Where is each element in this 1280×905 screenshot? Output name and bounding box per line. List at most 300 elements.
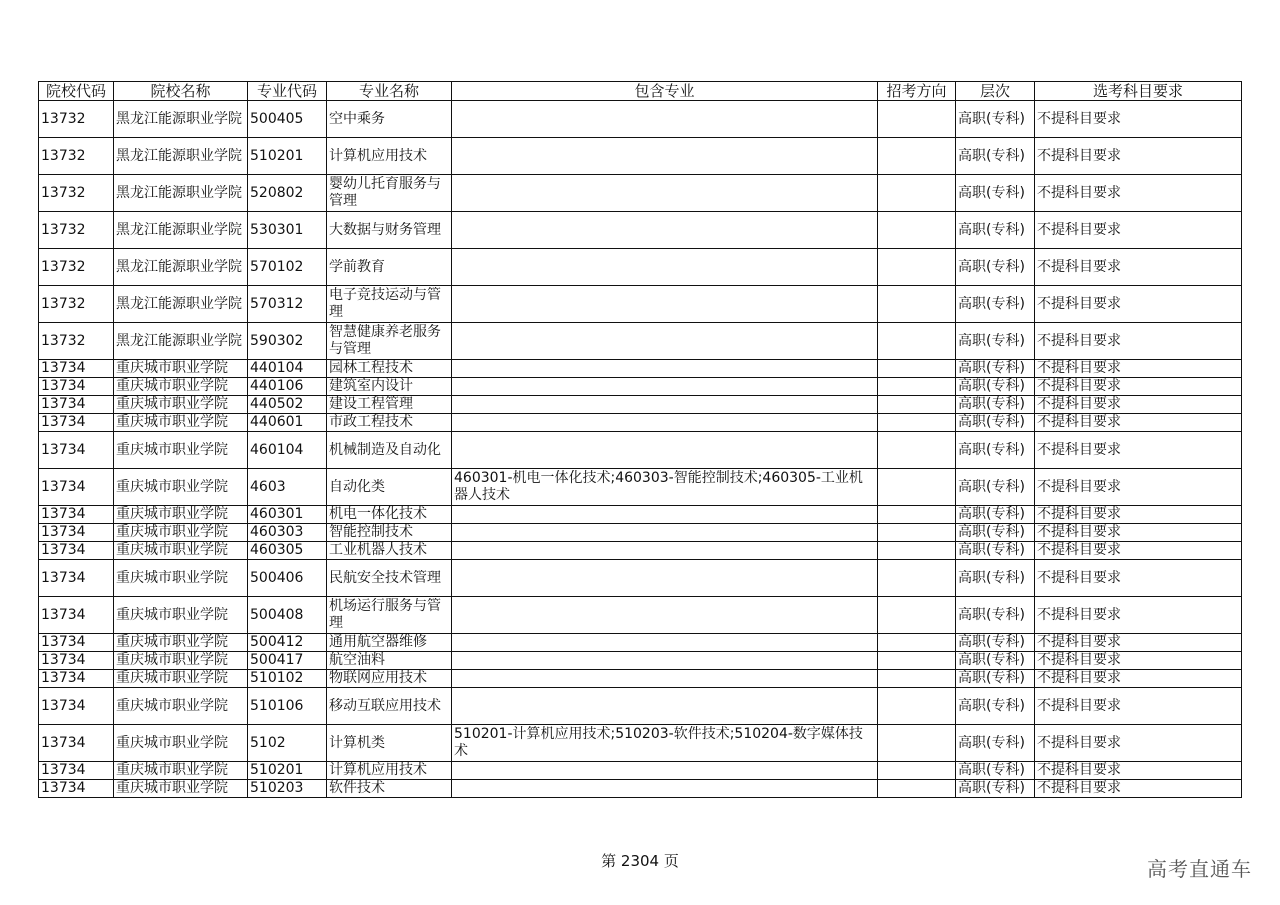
- cell-major-name-text: 机场运行服务与管理: [329, 598, 441, 631]
- cell-school-name-text: 重庆城市职业学院: [116, 378, 228, 394]
- cell-school-code: [39, 780, 114, 798]
- cell-school-name: [114, 597, 248, 634]
- cell-school-code-text: 13732: [41, 295, 86, 312]
- cell-major-name-text: 建筑室内设计: [329, 378, 413, 394]
- cell-level-text: 高职(专科): [958, 569, 1025, 586]
- cell-subject-requirement-text: 不提科目要求: [1037, 147, 1121, 164]
- cell-direction: [878, 414, 956, 432]
- cell-major-name-text: 计算机应用技术: [329, 147, 427, 164]
- cell-subject-requirement: [1035, 360, 1242, 378]
- cell-school-code-text: 13734: [41, 606, 86, 623]
- cell-school-code-text: 13734: [41, 652, 86, 668]
- cell-subject-requirement: [1035, 378, 1242, 396]
- cell-subject-requirement: [1035, 780, 1242, 798]
- cell-school-name-text: 重庆城市职业学院: [116, 734, 228, 751]
- cell-level-text: 高职(专科): [958, 634, 1025, 650]
- cell-major-code-text: 5102: [250, 734, 286, 751]
- cell-level: [956, 101, 1035, 138]
- cell-major-code: [248, 469, 327, 506]
- table-row: [39, 249, 1242, 286]
- header-major-code: 专业代码: [248, 82, 327, 101]
- cell-direction: [878, 286, 956, 323]
- cell-school-code: [39, 597, 114, 634]
- cell-school-code-text: 13734: [41, 524, 86, 540]
- cell-school-name: [114, 524, 248, 542]
- cell-subject-requirement-text: 不提科目要求: [1037, 478, 1121, 495]
- cell-school-name: [114, 414, 248, 432]
- cell-major-name-text: 学前教育: [329, 258, 385, 275]
- cell-school-name-text: 重庆城市职业学院: [116, 762, 228, 778]
- cell-school-name-text: 重庆城市职业学院: [116, 360, 228, 376]
- cell-level: [956, 725, 1035, 762]
- cell-major-name: [327, 378, 452, 396]
- cell-level-text: 高职(专科): [958, 734, 1025, 751]
- cell-school-code-text: 13734: [41, 360, 86, 376]
- cell-subject-requirement-text: 不提科目要求: [1037, 396, 1121, 412]
- cell-major-code: [248, 249, 327, 286]
- cell-major-code: [248, 101, 327, 138]
- cell-subject-requirement-text: 不提科目要求: [1037, 378, 1121, 394]
- header-level: 层次: [956, 82, 1035, 101]
- cell-subject-requirement: [1035, 652, 1242, 670]
- cell-school-name: [114, 323, 248, 360]
- cell-major-name-text: 通用航空器维修: [329, 634, 427, 650]
- cell-school-code: [39, 542, 114, 560]
- table-row: [39, 670, 1242, 688]
- cell-subject-requirement: [1035, 560, 1242, 597]
- cell-major-code-text: 440502: [250, 396, 304, 412]
- cell-subject-requirement: [1035, 414, 1242, 432]
- cell-subject-requirement: [1035, 506, 1242, 524]
- header-included-majors: 包含专业: [452, 82, 878, 101]
- cell-subject-requirement-text: 不提科目要求: [1037, 697, 1121, 714]
- cell-major-code: [248, 762, 327, 780]
- cell-included-majors: [452, 542, 878, 560]
- cell-major-name-text: 物联网应用技术: [329, 670, 427, 686]
- cell-major-name-text: 大数据与财务管理: [329, 221, 441, 238]
- cell-major-code-text: 500412: [250, 634, 304, 650]
- cell-major-name-text: 民航安全技术管理: [329, 569, 441, 586]
- cell-school-name-text: 重庆城市职业学院: [116, 652, 228, 668]
- cell-direction: [878, 560, 956, 597]
- cell-included-majors: [452, 323, 878, 360]
- table-row: [39, 688, 1242, 725]
- table-row: [39, 634, 1242, 652]
- header-school-code: 院校代码: [39, 82, 114, 101]
- cell-subject-requirement: [1035, 597, 1242, 634]
- cell-subject-requirement-text: 不提科目要求: [1037, 258, 1121, 275]
- cell-direction: [878, 688, 956, 725]
- cell-school-name: [114, 634, 248, 652]
- cell-major-code-text: 510201: [250, 762, 304, 778]
- cell-major-name: [327, 542, 452, 560]
- cell-level: [956, 286, 1035, 323]
- cell-school-name: [114, 688, 248, 725]
- cell-major-code-text: 460305: [250, 542, 304, 558]
- cell-school-name-text: 黑龙江能源职业学院: [116, 295, 242, 312]
- cell-major-code: [248, 175, 327, 212]
- cell-included-majors: [452, 175, 878, 212]
- cell-school-code-text: 13734: [41, 441, 86, 458]
- cell-major-name: [327, 560, 452, 597]
- cell-major-code-text: 570102: [250, 258, 304, 275]
- cell-major-name: [327, 725, 452, 762]
- cell-school-code-text: 13732: [41, 147, 86, 164]
- cell-major-code-text: 460303: [250, 524, 304, 540]
- table-row: [39, 725, 1242, 762]
- cell-major-code: [248, 212, 327, 249]
- cell-included-majors: [452, 780, 878, 798]
- cell-subject-requirement: [1035, 175, 1242, 212]
- cell-school-code-text: 13732: [41, 184, 86, 201]
- table-body: [39, 101, 1242, 798]
- cell-school-code-text: 13734: [41, 378, 86, 394]
- cell-level-text: 高职(专科): [958, 258, 1025, 275]
- cell-school-code: [39, 762, 114, 780]
- cell-school-code-text: 13732: [41, 110, 86, 127]
- cell-major-code: [248, 725, 327, 762]
- cell-major-name-text: 建设工程管理: [329, 396, 413, 412]
- cell-major-code: [248, 670, 327, 688]
- cell-subject-requirement-text: 不提科目要求: [1037, 652, 1121, 668]
- cell-level-text: 高职(专科): [958, 762, 1025, 778]
- table-row: [39, 101, 1242, 138]
- cell-level: [956, 378, 1035, 396]
- cell-major-name-text: 婴幼儿托育服务与管理: [329, 176, 441, 209]
- cell-direction: [878, 762, 956, 780]
- admission-subject-table: [38, 81, 1242, 798]
- cell-included-majors: [452, 249, 878, 286]
- cell-major-code: [248, 780, 327, 798]
- cell-major-name-text: 工业机器人技术: [329, 542, 427, 558]
- cell-subject-requirement-text: 不提科目要求: [1037, 184, 1121, 201]
- cell-subject-requirement: [1035, 286, 1242, 323]
- cell-included-majors: [452, 101, 878, 138]
- cell-major-code-text: 570312: [250, 295, 304, 312]
- cell-school-code: [39, 634, 114, 652]
- cell-level-text: 高职(专科): [958, 506, 1025, 522]
- table-row: [39, 212, 1242, 249]
- cell-major-name-text: 计算机应用技术: [329, 762, 427, 778]
- cell-level: [956, 506, 1035, 524]
- cell-level: [956, 323, 1035, 360]
- cell-school-name-text: 重庆城市职业学院: [116, 441, 228, 458]
- header-row: [39, 82, 1242, 101]
- watermark: 高考直通车: [1147, 857, 1252, 881]
- cell-school-name-text: 黑龙江能源职业学院: [116, 110, 242, 127]
- cell-included-majors: [452, 414, 878, 432]
- cell-included-majors: [452, 378, 878, 396]
- cell-school-code: [39, 506, 114, 524]
- cell-direction: [878, 524, 956, 542]
- cell-major-code: [248, 652, 327, 670]
- cell-major-code: [248, 688, 327, 725]
- cell-major-code-text: 530301: [250, 221, 304, 238]
- cell-level: [956, 688, 1035, 725]
- cell-level-text: 高职(专科): [958, 295, 1025, 312]
- cell-school-code: [39, 360, 114, 378]
- cell-level: [956, 634, 1035, 652]
- cell-major-name: [327, 249, 452, 286]
- cell-level: [956, 780, 1035, 798]
- cell-major-name-text: 空中乘务: [329, 110, 385, 127]
- cell-school-name: [114, 652, 248, 670]
- cell-direction: [878, 175, 956, 212]
- cell-included-majors: [452, 670, 878, 688]
- cell-level: [956, 138, 1035, 175]
- cell-school-name-text: 重庆城市职业学院: [116, 634, 228, 650]
- cell-subject-requirement: [1035, 688, 1242, 725]
- cell-school-code-text: 13734: [41, 506, 86, 522]
- cell-included-majors: [452, 138, 878, 175]
- cell-subject-requirement: [1035, 432, 1242, 469]
- cell-subject-requirement: [1035, 524, 1242, 542]
- table-row: [39, 542, 1242, 560]
- cell-school-name: [114, 396, 248, 414]
- cell-included-majors: [452, 286, 878, 323]
- cell-school-code-text: 13732: [41, 221, 86, 238]
- cell-school-name-text: 黑龙江能源职业学院: [116, 184, 242, 201]
- cell-level: [956, 542, 1035, 560]
- cell-direction: [878, 670, 956, 688]
- cell-school-name-text: 黑龙江能源职业学院: [116, 332, 242, 349]
- cell-major-code-text: 500417: [250, 652, 304, 668]
- cell-major-name-text: 软件技术: [329, 780, 385, 796]
- cell-direction: [878, 542, 956, 560]
- cell-subject-requirement-text: 不提科目要求: [1037, 360, 1121, 376]
- cell-subject-requirement-text: 不提科目要求: [1037, 780, 1121, 796]
- cell-school-name-text: 重庆城市职业学院: [116, 569, 228, 586]
- cell-major-name: [327, 670, 452, 688]
- cell-level-text: 高职(专科): [958, 414, 1025, 430]
- cell-subject-requirement: [1035, 138, 1242, 175]
- cell-level-text: 高职(专科): [958, 221, 1025, 238]
- cell-school-code: [39, 212, 114, 249]
- cell-school-name: [114, 542, 248, 560]
- cell-school-code: [39, 524, 114, 542]
- cell-school-code-text: 13734: [41, 414, 86, 430]
- cell-direction: [878, 212, 956, 249]
- table-row: [39, 560, 1242, 597]
- cell-subject-requirement: [1035, 725, 1242, 762]
- cell-school-code: [39, 725, 114, 762]
- cell-level: [956, 652, 1035, 670]
- cell-school-code-text: 13734: [41, 670, 86, 686]
- cell-major-code-text: 500406: [250, 569, 304, 586]
- cell-level-text: 高职(专科): [958, 652, 1025, 668]
- cell-major-code: [248, 597, 327, 634]
- cell-level: [956, 212, 1035, 249]
- cell-subject-requirement-text: 不提科目要求: [1037, 524, 1121, 540]
- cell-level: [956, 396, 1035, 414]
- cell-major-code-text: 460104: [250, 441, 304, 458]
- cell-level-text: 高职(专科): [958, 697, 1025, 714]
- table-row: [39, 138, 1242, 175]
- cell-school-name-text: 黑龙江能源职业学院: [116, 258, 242, 275]
- cell-included-majors: [452, 469, 878, 506]
- cell-major-code: [248, 524, 327, 542]
- cell-major-name-text: 自动化类: [329, 478, 385, 495]
- cell-subject-requirement: [1035, 542, 1242, 560]
- cell-school-code: [39, 396, 114, 414]
- cell-level: [956, 597, 1035, 634]
- table-row: [39, 762, 1242, 780]
- cell-school-code: [39, 378, 114, 396]
- cell-major-name: [327, 524, 452, 542]
- cell-school-name: [114, 506, 248, 524]
- cell-major-name: [327, 469, 452, 506]
- cell-major-name: [327, 360, 452, 378]
- cell-level: [956, 560, 1035, 597]
- cell-school-name: [114, 175, 248, 212]
- table-row: [39, 469, 1242, 506]
- cell-major-code-text: 510201: [250, 147, 304, 164]
- table-row: [39, 414, 1242, 432]
- cell-subject-requirement-text: 不提科目要求: [1037, 221, 1121, 238]
- cell-school-name: [114, 560, 248, 597]
- cell-level-text: 高职(专科): [958, 542, 1025, 558]
- cell-subject-requirement-text: 不提科目要求: [1037, 634, 1121, 650]
- cell-school-code-text: 13734: [41, 697, 86, 714]
- cell-direction: [878, 634, 956, 652]
- cell-subject-requirement-text: 不提科目要求: [1037, 734, 1121, 751]
- cell-level-text: 高职(专科): [958, 441, 1025, 458]
- cell-school-name: [114, 101, 248, 138]
- cell-school-code: [39, 286, 114, 323]
- table-row: [39, 378, 1242, 396]
- cell-school-name: [114, 670, 248, 688]
- cell-subject-requirement: [1035, 101, 1242, 138]
- cell-subject-requirement-text: 不提科目要求: [1037, 606, 1121, 623]
- cell-school-code: [39, 652, 114, 670]
- cell-included-majors: [452, 597, 878, 634]
- cell-major-code-text: 440601: [250, 414, 304, 430]
- cell-level-text: 高职(专科): [958, 478, 1025, 495]
- cell-major-name: [327, 688, 452, 725]
- cell-level-text: 高职(专科): [958, 780, 1025, 796]
- cell-included-majors: [452, 634, 878, 652]
- cell-subject-requirement-text: 不提科目要求: [1037, 670, 1121, 686]
- cell-school-name-text: 重庆城市职业学院: [116, 606, 228, 623]
- cell-major-name-text: 航空油料: [329, 652, 385, 668]
- cell-subject-requirement: [1035, 212, 1242, 249]
- cell-school-name: [114, 360, 248, 378]
- header-school-name: 院校名称: [114, 82, 248, 101]
- cell-school-name-text: 重庆城市职业学院: [116, 414, 228, 430]
- cell-included-majors: [452, 560, 878, 597]
- cell-level: [956, 524, 1035, 542]
- cell-major-code-text: 500408: [250, 606, 304, 623]
- cell-school-name: [114, 725, 248, 762]
- cell-school-name: [114, 286, 248, 323]
- cell-major-code-text: 440106: [250, 378, 304, 394]
- cell-school-name-text: 重庆城市职业学院: [116, 524, 228, 540]
- cell-school-name: [114, 249, 248, 286]
- cell-school-name-text: 重庆城市职业学院: [116, 780, 228, 796]
- cell-direction: [878, 378, 956, 396]
- cell-major-name-text: 机电一体化技术: [329, 506, 427, 522]
- cell-major-code-text: 510102: [250, 670, 304, 686]
- cell-direction: [878, 506, 956, 524]
- cell-included-majors: [452, 506, 878, 524]
- cell-major-name: [327, 175, 452, 212]
- cell-subject-requirement: [1035, 634, 1242, 652]
- table-row: [39, 432, 1242, 469]
- cell-included-majors: [452, 688, 878, 725]
- cell-school-code-text: 13732: [41, 258, 86, 275]
- cell-major-code: [248, 360, 327, 378]
- cell-school-name: [114, 432, 248, 469]
- cell-major-code: [248, 323, 327, 360]
- table-row: [39, 506, 1242, 524]
- cell-level: [956, 175, 1035, 212]
- cell-major-code: [248, 396, 327, 414]
- cell-school-code-text: 13734: [41, 569, 86, 586]
- table-row: [39, 597, 1242, 634]
- cell-major-name: [327, 212, 452, 249]
- cell-major-code: [248, 634, 327, 652]
- cell-school-code-text: 13734: [41, 780, 86, 796]
- cell-direction: [878, 323, 956, 360]
- cell-subject-requirement-text: 不提科目要求: [1037, 295, 1121, 312]
- cell-subject-requirement-text: 不提科目要求: [1037, 441, 1121, 458]
- cell-level: [956, 414, 1035, 432]
- cell-major-name: [327, 138, 452, 175]
- cell-direction: [878, 249, 956, 286]
- table-row: [39, 396, 1242, 414]
- cell-major-name: [327, 634, 452, 652]
- cell-major-code-text: 500405: [250, 110, 304, 127]
- cell-subject-requirement-text: 不提科目要求: [1037, 506, 1121, 522]
- cell-direction: [878, 138, 956, 175]
- cell-school-name-text: 黑龙江能源职业学院: [116, 147, 242, 164]
- cell-major-name: [327, 396, 452, 414]
- cell-major-code-text: 460301: [250, 506, 304, 522]
- cell-major-code-text: 4603: [250, 478, 286, 495]
- cell-level-text: 高职(专科): [958, 524, 1025, 540]
- cell-major-name-text: 电子竞技运动与管理: [329, 287, 441, 320]
- cell-included-majors: [452, 432, 878, 469]
- cell-subject-requirement: [1035, 323, 1242, 360]
- cell-included-majors: [452, 652, 878, 670]
- cell-major-name-text: 市政工程技术: [329, 414, 413, 430]
- cell-included-majors: [452, 725, 878, 762]
- cell-major-name-text: 智能控制技术: [329, 524, 413, 540]
- cell-school-code: [39, 323, 114, 360]
- cell-major-name: [327, 432, 452, 469]
- cell-school-name: [114, 780, 248, 798]
- header-subject-requirement: 选考科目要求: [1035, 82, 1242, 101]
- cell-major-code-text: 440104: [250, 360, 304, 376]
- cell-subject-requirement-text: 不提科目要求: [1037, 110, 1121, 127]
- cell-major-code: [248, 138, 327, 175]
- cell-subject-requirement-text: 不提科目要求: [1037, 569, 1121, 586]
- cell-major-name-text: 园林工程技术: [329, 360, 413, 376]
- cell-major-name-text: 机械制造及自动化: [329, 441, 441, 458]
- cell-school-name-text: 重庆城市职业学院: [116, 697, 228, 714]
- cell-included-majors: [452, 524, 878, 542]
- cell-subject-requirement: [1035, 469, 1242, 506]
- cell-level-text: 高职(专科): [958, 184, 1025, 201]
- cell-level: [956, 762, 1035, 780]
- cell-school-name: [114, 212, 248, 249]
- cell-subject-requirement: [1035, 396, 1242, 414]
- cell-major-name: [327, 762, 452, 780]
- cell-direction: [878, 396, 956, 414]
- cell-school-code: [39, 432, 114, 469]
- cell-major-code: [248, 542, 327, 560]
- cell-included-majors: [452, 212, 878, 249]
